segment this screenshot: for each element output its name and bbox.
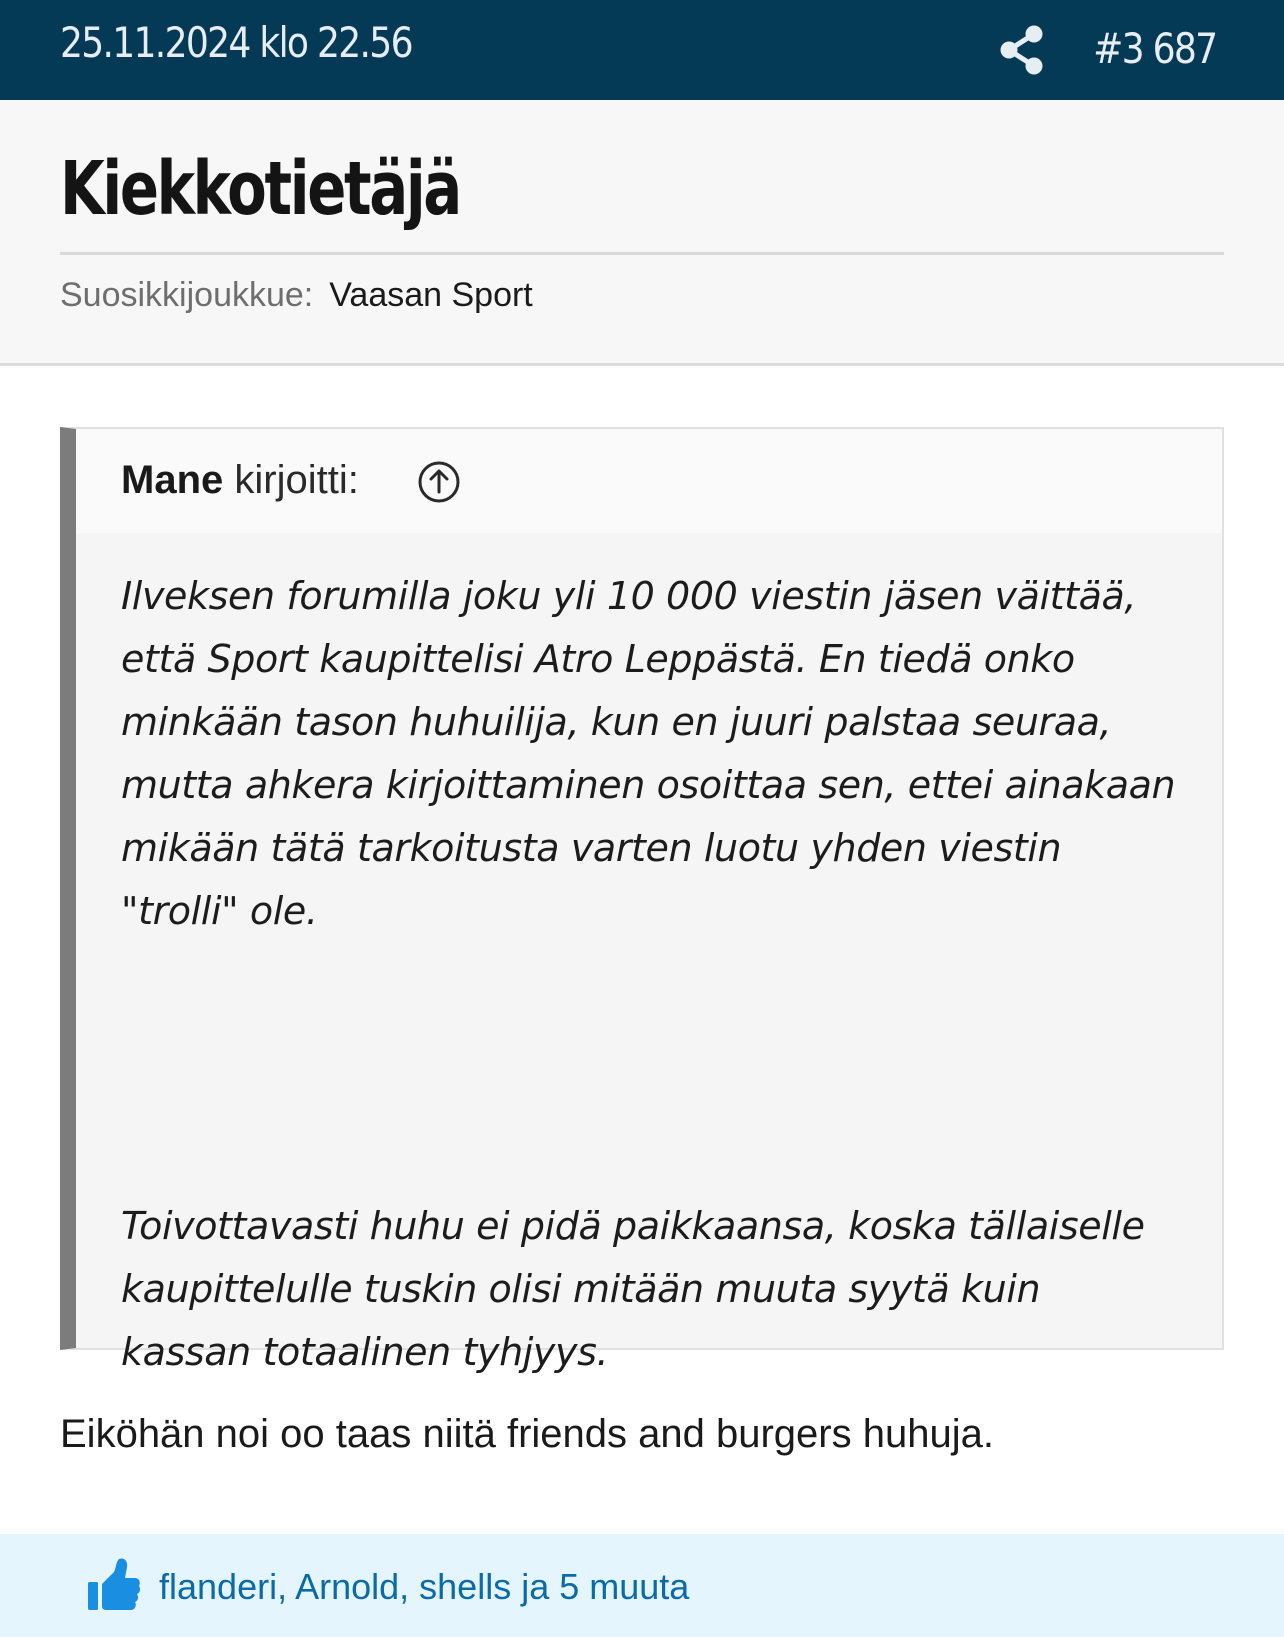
post-header-bar (0, 0, 1284, 100)
quote-paragraph: Ilveksen forumilla joku yli 10 000 viestin jäsen väittää, että Sport kaupittelisi Atro Leppästä. En tiedä onko minkään tason huhuilija, kun en juuri palstaa seuraa, mutta ahkera kirjoittaminen osoittaa sen, ettei ainakaan mikään tätä tarkoitusta varten luotu yhden viestin "trolli" ole. (121, 574, 1176, 933)
post-number-link[interactable]: #3 687 (1092, 24, 1216, 73)
post-message: Eiköhän noi oo taas niitä friends and burgers huhuja. (60, 1412, 994, 1456)
arrow-up-circle-icon[interactable] (416, 459, 462, 505)
favorite-team-label: Suosikkijoukkue: (60, 276, 314, 314)
reactions-bar (0, 1534, 1284, 1637)
quote-attribution (121, 458, 359, 503)
quote-paragraph: Toivottavasti huhu ei pidä paikkaansa, koska tällaiselle kaupittelulle tuskin olisi mitään muuta syytä kuin kassan totaalinen tyhjyys. (121, 1204, 1145, 1374)
reaction-users-link[interactable]: flanderi, Arnold, shells ja 5 muuta (159, 1566, 690, 1607)
quote-body (121, 565, 1181, 1384)
author-username[interactable]: Kiekkotietäjä (60, 146, 460, 232)
thumbs-up-icon[interactable] (86, 1556, 140, 1614)
share-icon[interactable] (998, 24, 1046, 76)
author-divider (60, 252, 1224, 255)
favorite-team-value: Vaasan Sport (329, 276, 533, 314)
post-date: 25.11.2024 klo 22.56 (60, 18, 412, 67)
favorite-team (60, 276, 533, 315)
quote-block (60, 427, 1224, 1374)
quote-wrote-label: kirjoitti: (234, 458, 359, 502)
quote-author[interactable]: Mane (121, 458, 224, 502)
post-author-block (0, 100, 1284, 366)
quote-header (76, 429, 1222, 533)
